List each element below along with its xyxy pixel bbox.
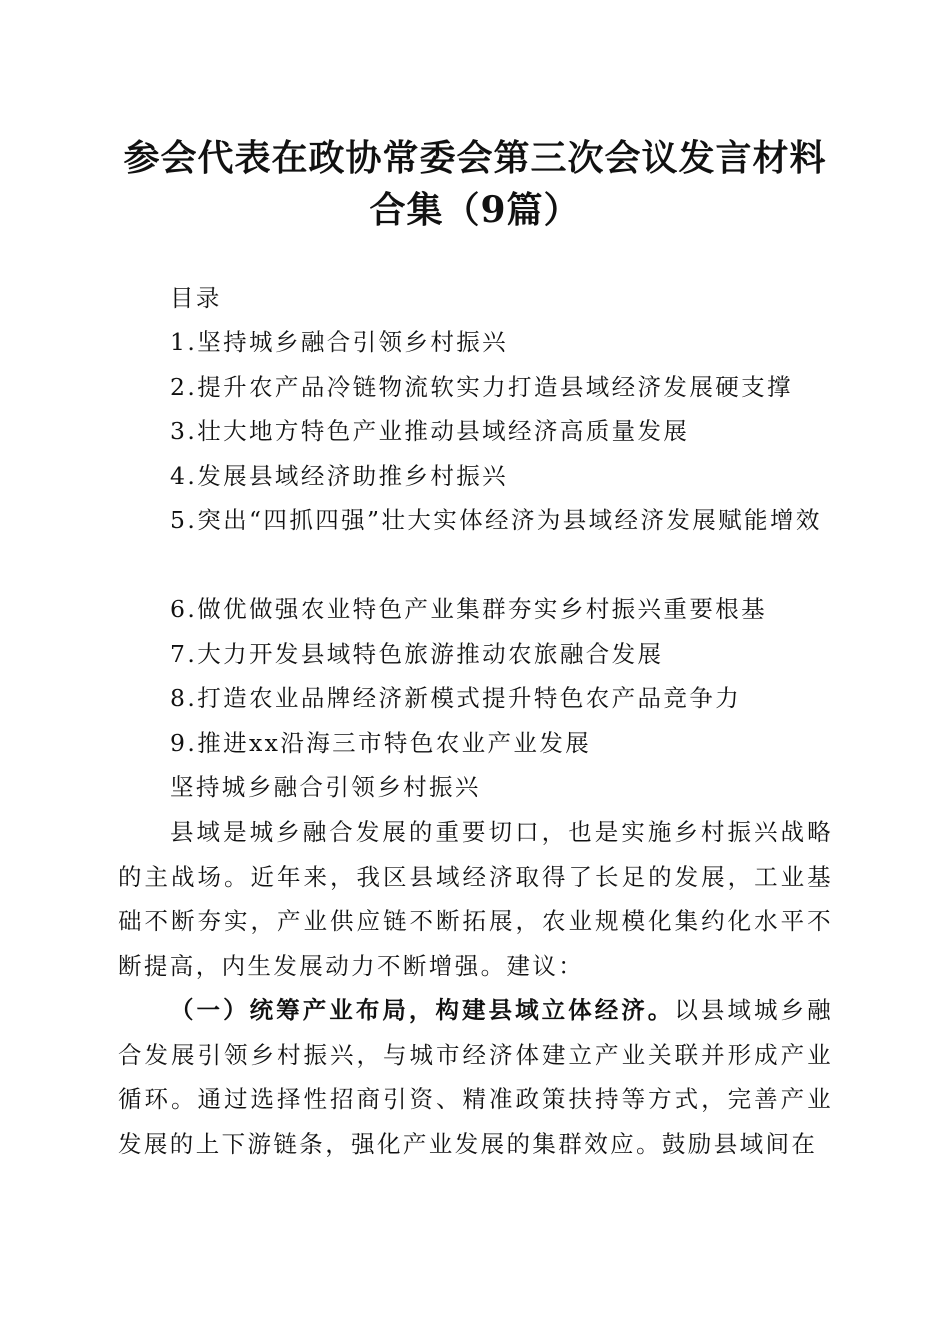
toc-item-5: 5.突出“四抓四强”壮大实体经济为县域经济发展赋能增效 xyxy=(170,506,822,534)
toc-heading: 目录 xyxy=(170,284,222,312)
toc-item-4: 4.发展县域经济助推乡村振兴 xyxy=(170,462,509,490)
toc-item-1: 1.坚持城乡融合引领乡村振兴 xyxy=(170,328,509,356)
section-heading: 坚持城乡融合引领乡村振兴 xyxy=(170,773,481,801)
toc-item-3: 3.壮大地方特色产业推动县域经济高质量发展 xyxy=(170,417,690,445)
point-1-paragraph xyxy=(118,988,833,1166)
toc-item-6: 6.做优做强农业特色产业集群夯实乡村振兴重要根基 xyxy=(170,595,768,623)
point-1-lead: （一）统筹产业布局，构建县域立体经济。 xyxy=(170,996,675,1024)
point-1-text: 以县域城乡融合发展引领乡村振兴，与城市经济体建立产业关联并形成产业循环。通过选择性招商引资、精准政策扶持等方式，完善产业发展的上下游链条，强化产业发展的集群效应。鼓励县域间在 xyxy=(118,996,833,1158)
toc-item-2: 2.提升农产品冷链物流软实力打造县域经济发展硬支撑 xyxy=(170,373,793,401)
intro-paragraph: 县域是城乡融合发展的重要切口，也是实施乡村振兴战略的主战场。近年来，我区县域经济取得了长足的发展，工业基础不断夯实，产业供应链不断拓展，农业规模化集约化水平不断提高，内生发展动力不断增强。建议： xyxy=(118,818,833,980)
toc-item-9: 9.推进xx沿海三市特色农业产业发展 xyxy=(170,729,592,757)
document-title: 参会代表在政协常委会第三次会议发言材料合集（9篇） xyxy=(123,137,827,231)
toc-item-7: 7.大力开发县域特色旅游推动农旅融合发展 xyxy=(170,640,664,668)
toc-item-8: 8.打造农业品牌经济新模式提升特色农产品竞争力 xyxy=(170,684,742,712)
